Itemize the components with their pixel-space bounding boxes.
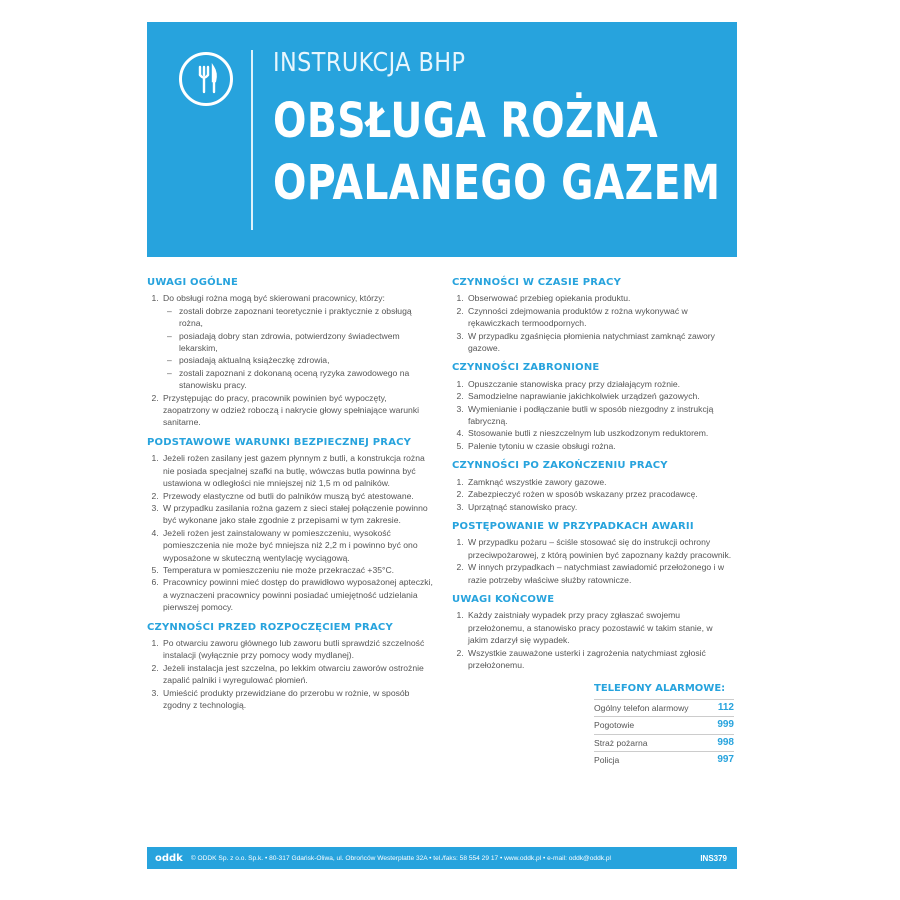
list-item xyxy=(161,392,435,429)
section-title: UWAGI KOŃCOWE xyxy=(452,593,555,605)
list-item-text: Przystępując do pracy, pracownik powinien być wypoczęty, zaopatrzony w odzież roboczą i nakrycie głowy spełniające warunki sanitarne. xyxy=(163,392,420,428)
sub-list-item: – posiadają dobry stan zdrowia, potwierdzony świadectwem lekarskim, xyxy=(177,330,435,355)
section-list xyxy=(452,292,734,354)
list-item-text: Po otwarciu zaworu głównego lub zaworu butli sprawdzić szczelność instalacji (wyłącznie przy pomocy wody mydlanej). xyxy=(163,637,425,661)
list-item-text: W przypadku zasilania rożna gazem z sieci stałej połączenie powinno być wykonane jako stałe zgodnie z przepisami w tym zakresie. xyxy=(163,502,428,526)
sub-list-item: – zostali zapoznani z dokonaną oceną ryzyka zawodowego na stanowisku pracy. xyxy=(177,367,435,392)
phone-label: Pogotowie xyxy=(594,720,635,731)
list-item xyxy=(466,488,734,500)
section-list xyxy=(147,637,435,711)
emergency-phones xyxy=(594,683,734,768)
phone-number: 997 xyxy=(717,754,734,765)
document-type: INSTRUKCJA BHP xyxy=(273,48,466,78)
footer-address: © ODDK Sp. z o.o. Sp.k. • 80-317 Gdańsk-Oliwa, ul. Obrońców Westerplatte 32A • tel./faks: 58 554 29 17 • www.oddk.pl • e-mail: oddk@oddk.pl xyxy=(190,854,611,862)
phone-number: 998 xyxy=(717,736,734,748)
list-item-text: Zabezpieczyć rożen w sposób wskazany przez pracodawcę. xyxy=(468,489,698,500)
list-item-text: Wszystkie zauważone usterki i zagrożenia natychmiast zgłosić przełożonemu. xyxy=(468,647,706,670)
phone-row xyxy=(594,751,734,768)
list-item-text: Zamknąć wszystkie zawory gazowe. xyxy=(468,476,607,487)
section-list xyxy=(452,378,734,452)
left-column xyxy=(147,277,435,711)
list-item xyxy=(161,637,435,662)
section-title: CZYNNOŚCI PO ZAKOŃCZENIU PRACY xyxy=(452,460,668,472)
list-item xyxy=(161,527,435,564)
list-item-text: Jeżeli rożen jest zainstalowany w pomieszczeniu, wysokość pomieszczenia nie może być mniejsza niż 2,2 m i powinno być ono wyposażone w skuteczną wentylację wyciągową. xyxy=(163,527,418,563)
phone-rows xyxy=(594,699,734,769)
header-banner xyxy=(147,22,737,257)
list-item xyxy=(466,609,734,646)
phones-title: TELEFONY ALARMOWE: xyxy=(594,683,726,695)
phone-row xyxy=(594,716,734,733)
list-item-text: Uprzątnąć stanowisko pracy. xyxy=(468,501,578,512)
list-item xyxy=(161,662,435,687)
list-item-text: Obserwować przebieg opiekania produktu. xyxy=(468,293,631,304)
list-item-text: Temperatura w pomieszczeniu nie może przekraczać +35°C. xyxy=(163,564,395,575)
list-item xyxy=(466,403,734,428)
section-list xyxy=(452,536,734,586)
list-item-text: Przewody elastyczne od butli do palników muszą być atestowane. xyxy=(163,490,414,501)
sub-list-item: – posiadają aktualną książeczkę zdrowia, xyxy=(177,354,435,366)
right-sections xyxy=(452,277,734,671)
list-item-text: Samodzielne naprawianie jakichkolwiek urządzeń gazowych. xyxy=(468,391,700,402)
section-title: CZYNNOŚCI W CZASIE PRACY xyxy=(452,277,622,288)
section-list xyxy=(147,452,435,613)
list-item-text: Jeżeli rożen zasilany jest gazem płynnym z butli, a konstrukcja rożna nie posiada specjalnej szafki na butlę, wówczas butla powinna być ustawiona w odległości nie mniejszej niż 1,5 m od palników. xyxy=(163,453,425,489)
footer-logo: oddk xyxy=(155,852,183,864)
phone-row xyxy=(594,699,734,716)
list-item-text: Wymienianie i podłączanie butli w sposób niezgodny z instrukcją fabryczną. xyxy=(468,403,714,427)
list-item xyxy=(466,501,734,513)
section-list xyxy=(452,609,734,671)
list-item-text: Pracownicy powinni mieć dostęp do prawidłowo wyposażonej apteczki, a wyznaczeni pracownicy powinni posiadać umiejętność udzielania pierwszej pomocy. xyxy=(163,577,433,613)
list-item xyxy=(466,476,734,488)
list-item-text: Umieścić produkty przewidziane do przerobu w rożnie, w sposób zgodny z technologią. xyxy=(163,687,410,710)
phone-number: 999 xyxy=(717,719,734,731)
list-item-text: W innych przypadkach – natychmiast zawiadomić przełożonego i w razie potrzeby właściwe służby ratownicze. xyxy=(468,562,725,585)
list-item xyxy=(466,330,734,355)
list-item xyxy=(466,647,734,672)
list-item xyxy=(161,490,435,502)
phone-label: Straż pożarna xyxy=(594,737,648,748)
header-divider xyxy=(251,50,253,230)
page-title xyxy=(273,90,721,214)
list-item-text: Palenie tytoniu w czasie obsługi rożna. xyxy=(468,440,616,451)
list-item-text: W przypadku pożaru – ściśle stosować się do instrukcji ochrony przeciwpożarowej, z którą powinien być zapoznany każdy pracownik. xyxy=(468,537,732,560)
section-title: UWAGI OGÓLNE xyxy=(147,277,239,288)
section-title: CZYNNOŚCI PRZED ROZPOCZĘCIEM PRACY xyxy=(147,621,393,633)
list-item xyxy=(161,452,435,489)
footer-bar xyxy=(147,847,737,869)
phone-label: Policja xyxy=(594,755,620,765)
sub-list-item: – zostali dobrze zapoznani teoretycznie i praktycznie z obsługą rożna, xyxy=(177,305,435,330)
list-item xyxy=(161,292,435,391)
list-item xyxy=(466,378,734,390)
list-item-text: Każdy zaistniały wypadek przy pracy zgłaszać swojemu przełożonemu, a stanowisko pracy pozostawić w takim stanie, w jakim zdarzył się wypadek. xyxy=(468,610,713,646)
title-line-2: OPALANEGO GAZEM xyxy=(273,155,721,211)
list-item xyxy=(161,687,435,712)
document-code: INS379 xyxy=(700,853,727,863)
instruction-sheet xyxy=(147,22,737,872)
list-item xyxy=(466,440,734,452)
list-item xyxy=(466,536,734,561)
section-title: CZYNNOŚCI ZABRONIONE xyxy=(452,362,600,374)
list-item-text: W przypadku zgaśnięcia płomienia natychmiast zamknąć zawory gazowe. xyxy=(468,330,715,354)
list-item xyxy=(161,576,435,613)
section-list xyxy=(147,292,435,428)
list-item xyxy=(466,305,734,330)
list-item xyxy=(466,292,734,304)
section-title: PODSTAWOWE WARUNKI BEZPIECZNEJ PRACY xyxy=(147,436,412,448)
list-item xyxy=(161,564,435,576)
section-list xyxy=(452,476,734,513)
list-item xyxy=(161,502,435,527)
list-item-text: Czynności zdejmowania produktów z rożna wykonywać w rękawiczkach termoodpornych. xyxy=(468,305,688,329)
phone-label: Ogólny telefon alarmowy xyxy=(594,702,689,713)
phone-row xyxy=(594,734,734,751)
list-item-text: Jeżeli instalacja jest szczelna, po lekkim otwarciu zaworów ostrożnie zapalić palniki i wyregulować płomień. xyxy=(163,662,424,686)
list-item xyxy=(466,561,734,586)
list-item-text: Stosowanie butli z nieszczelnym lub uszkodzonym reduktorem. xyxy=(468,428,709,439)
fork-knife-icon xyxy=(179,52,233,106)
title-line-1: OBSŁUGA ROŻNA xyxy=(273,93,659,149)
sub-list xyxy=(163,305,435,392)
list-item xyxy=(466,427,734,439)
right-column xyxy=(452,277,734,768)
section-title: POSTĘPOWANIE W PRZYPADKACH AWARII xyxy=(452,520,694,532)
list-item xyxy=(466,390,734,402)
list-item-text: Do obsługi rożna mogą być skierowani pracownicy, którzy: xyxy=(163,293,385,304)
phone-number: 112 xyxy=(717,701,734,713)
list-item-text: Opuszczanie stanowiska pracy przy działającym rożnie. xyxy=(468,378,681,389)
